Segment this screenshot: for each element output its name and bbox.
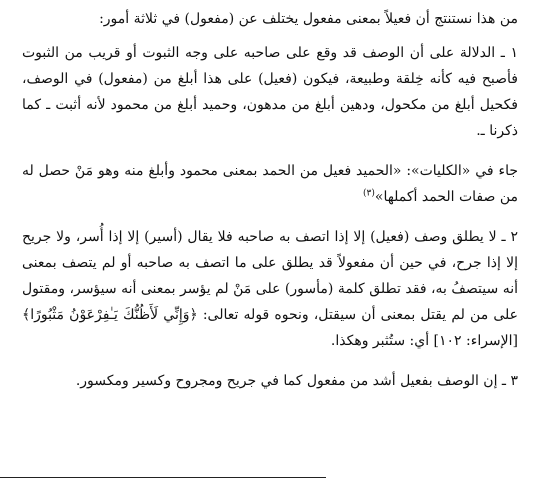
footnote-divider — [0, 477, 326, 478]
intro-text: من هذا نستنتج أن فعيلاً بمعنى مفعول يختلف عن (مفعول) في ثلاثة أمور: — [99, 11, 518, 27]
quote-text: جاء في «الكليات»: «الحميد فعيل من الحمد بمعنى محمود وأبلغ منه وهو مَنْ حصل له من صفات الحمد أكملها» — [22, 163, 518, 205]
footnote-ref: (٣) — [363, 188, 375, 199]
quran-verse: ﴿وَإِنِّي لَأَظُنُّكَ يَـٰفِرْعَوْنُ مَثْبُورًا﴾ — [22, 307, 198, 323]
verse-reference: [الإسراء: ١٠٢] أي: ستُثبر وهكذا. — [330, 333, 518, 349]
kulliyyat-quote — [22, 158, 518, 210]
point-3: ٣ ـ إن الوصف بفعيل أشد من مفعول كما في جريح ومجروح وكسير ومكسور. — [75, 373, 518, 389]
point-1: ١ ـ الدلالة على أن الوصف قد وقع على صاحبه على وجه الثبوت أو قريب من الثبوت فأصبح فيه كأنه خِلقة وطبيعة، فيكون (فعيل) على هذا أبلغ من (مفعول) في الوصف، فكحيل أبلغ من مكحول، ودهين أبلغ من مدهون، وحميد أبلغ من محمود لأنه أثبت ـ كما ذكرنا ـ. — [22, 45, 518, 139]
point-2-text: ٢ ـ لا يطلق وصف (فعيل) إلا إذا اتصف به صاحبه فلا يقال (أسير) إلا إذا أُسر، ولا جريح إلا إذا جرح، في حين أن مفعولاً قد يطلق على ما اتصف به صاحبه أو لم يتصف بمعنى أنه سيتصفُ به، فقد تطلق كلمة (مأسور) على مَنْ لم يؤسر بمعنى أنه سيؤسر، ومقتول على من لم يقتل بمعنى أن سيقتل، ونحوه قوله تعالى: — [22, 229, 519, 323]
point-2 — [22, 224, 518, 354]
